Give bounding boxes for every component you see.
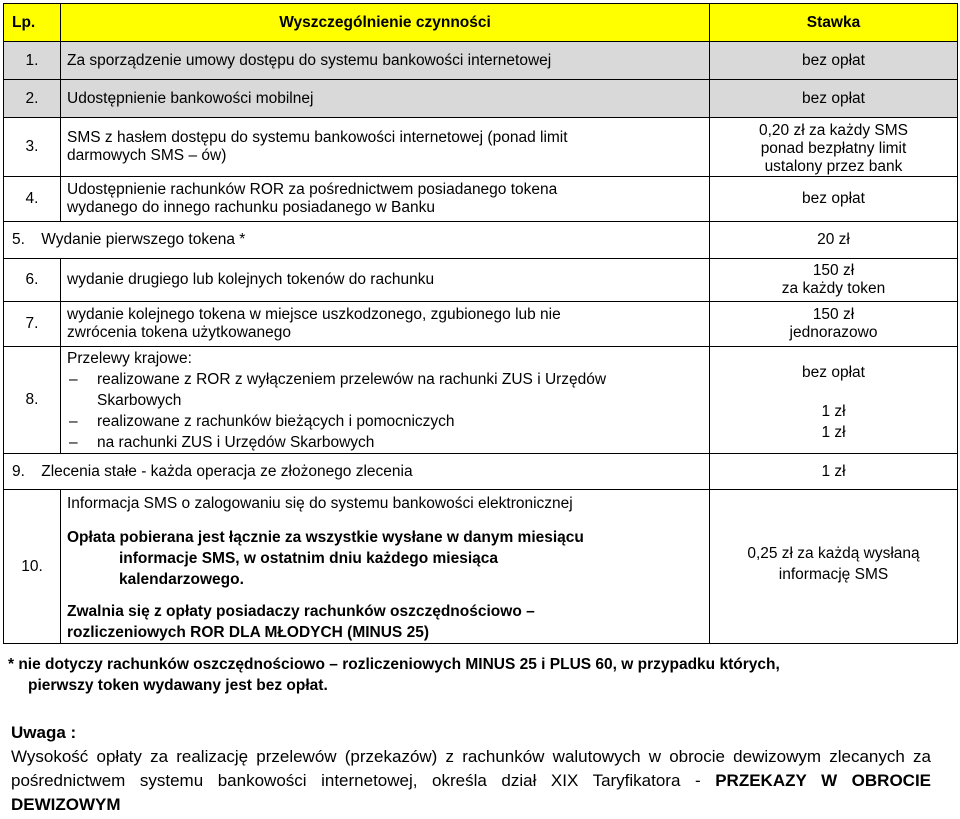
rate-line: 1 zł	[821, 402, 846, 420]
exemption-note-line: rozliczeniowych ROR DLA MŁODYCH (MINUS 25)	[67, 624, 429, 641]
desc-line: zwrócenia tokena użytkowanego	[67, 324, 292, 341]
table-row	[4, 490, 958, 644]
rate-line: 0,20 zł za każdy SMS	[758, 122, 909, 139]
rate-line: 1 zł	[821, 423, 846, 441]
table-row	[4, 42, 958, 80]
list-item-text: Skarbowych	[97, 391, 182, 409]
row-rate: 1 zł	[710, 454, 958, 490]
row-rate	[710, 118, 958, 177]
rate-line: bez opłat	[802, 363, 865, 381]
row-lp: 4.	[4, 177, 61, 222]
table-row	[4, 259, 958, 302]
header-rate: Stawka	[710, 4, 958, 42]
uwaga-text	[11, 745, 931, 817]
rate-line: 150 zł	[812, 306, 855, 323]
row-description: wydanie drugiego lub kolejnych tokenów do rachunku	[61, 259, 710, 302]
row-description	[61, 302, 710, 347]
header-lp: Lp.	[4, 4, 61, 42]
fee-note-line: Opłata pobierana jest łącznie za wszystkie wysłane w danym miesiącu	[67, 529, 584, 546]
rate-line: 0,25 zł za każdą wysłaną	[747, 545, 920, 562]
fee-note	[67, 527, 709, 590]
uwaga-body-text: Wysokość opłaty za realizację przelewów (przekazów) z rachunków walutowych w obrocie dewizowym zlecanych za pośrednictwem systemu bankowości internetowej, określa dział XIX Taryfikatora -	[11, 747, 931, 790]
table-row	[4, 347, 958, 454]
row-lp: 9.	[12, 462, 25, 480]
row-lp: 5.	[12, 231, 25, 248]
row-lp: 8.	[4, 347, 61, 454]
footnote-line: pierwszy token wydawany jest bez opłat.	[28, 677, 328, 694]
transfer-list	[67, 369, 709, 453]
rate-line: ponad bezpłatny limit	[760, 140, 907, 157]
row-description: Za sporządzenie umowy dostępu do systemu bankowości internetowej	[61, 42, 710, 80]
transfers-heading: Przelewy krajowe:	[67, 349, 192, 367]
table-row	[4, 118, 958, 177]
fee-note-line: informacje SMS, w ostatnim dniu każdego miesiąca	[119, 550, 498, 567]
table-row	[4, 222, 958, 259]
row-description-text: Wydanie pierwszego tokena *	[41, 231, 246, 248]
row-rate	[710, 490, 958, 644]
rate-line: jednorazowo	[789, 324, 878, 341]
row-lp: 10.	[4, 490, 61, 644]
row-description	[4, 222, 710, 259]
table-row	[4, 80, 958, 118]
row-lp: 3.	[4, 118, 61, 177]
uwaga-bold-tail: PRZEKAZY W OBROCIE DEWIZOWYM	[11, 771, 932, 814]
table-row	[4, 302, 958, 347]
list-item: – realizowane z rachunków bieżących i pomocniczych	[67, 411, 709, 432]
row-description	[4, 454, 710, 490]
row-rate	[710, 347, 958, 454]
uwaga-section	[11, 721, 931, 817]
row-rate	[710, 302, 958, 347]
uwaga-title: Uwaga :	[11, 723, 77, 742]
row-rate: 20 zł	[710, 222, 958, 259]
row-lp: 2.	[4, 80, 61, 118]
row-description	[61, 118, 710, 177]
rate-line: informację SMS	[778, 566, 889, 583]
fee-table	[3, 3, 958, 644]
list-item: – na rachunki ZUS i Urzędów Skarbowych	[67, 432, 709, 453]
row-lp: 7.	[4, 302, 61, 347]
row-rate: bez opłat	[710, 42, 958, 80]
rate-line: ustalony przez bank	[764, 158, 903, 175]
row-rate	[710, 259, 958, 302]
exemption-note	[67, 601, 709, 643]
row-lp: 6.	[4, 259, 61, 302]
footnote-line: * nie dotyczy rachunków oszczędnościowo – rozliczeniowych MINUS 25 i PLUS 60, w przypadku których,	[8, 656, 780, 673]
header-activity: Wyszczególnienie czynności	[61, 4, 710, 42]
row-description-text: Zlecenia stałe - każda operacja ze złożonego zlecenia	[41, 462, 413, 480]
exemption-note-line: Zwalnia się z opłaty posiadaczy rachunków oszczędnościowo –	[67, 603, 535, 620]
desc-line: wydanego do innego rachunku posiadanego w Banku	[67, 199, 435, 216]
desc-line: Udostępnienie rachunków ROR za pośrednictwem posiadanego tokena	[67, 181, 558, 198]
row-rate: bez opłat	[710, 80, 958, 118]
rate-line: 150 zł	[812, 262, 855, 279]
desc-line: wydanie kolejnego tokena w miejsce uszkodzonego, zgubionego lub nie	[67, 306, 561, 323]
table-header-row	[4, 4, 958, 42]
row-description	[61, 490, 710, 644]
row-lp: 1.	[4, 42, 61, 80]
row-description	[61, 177, 710, 222]
list-item	[67, 369, 709, 411]
fee-note-line: kalendarzowego.	[119, 571, 244, 588]
row-rate: bez opłat	[710, 177, 958, 222]
desc-line: darmowych SMS – ów)	[67, 147, 227, 164]
footnote	[8, 654, 948, 696]
desc-line: SMS z hasłem dostępu do systemu bankowości internetowej (ponad limit	[67, 129, 568, 146]
row-description	[61, 347, 710, 454]
sms-info-line: Informacja SMS o zalogowaniu się do systemu bankowości elektronicznej	[67, 495, 573, 512]
table-row	[4, 177, 958, 222]
rate-line: za każdy token	[781, 280, 886, 297]
list-item-text: – realizowane z ROR z wyłączeniem przelewów na rachunki ZUS i Urzędów	[97, 370, 607, 388]
row-description: Udostępnienie bankowości mobilnej	[61, 80, 710, 118]
table-row	[4, 454, 958, 490]
